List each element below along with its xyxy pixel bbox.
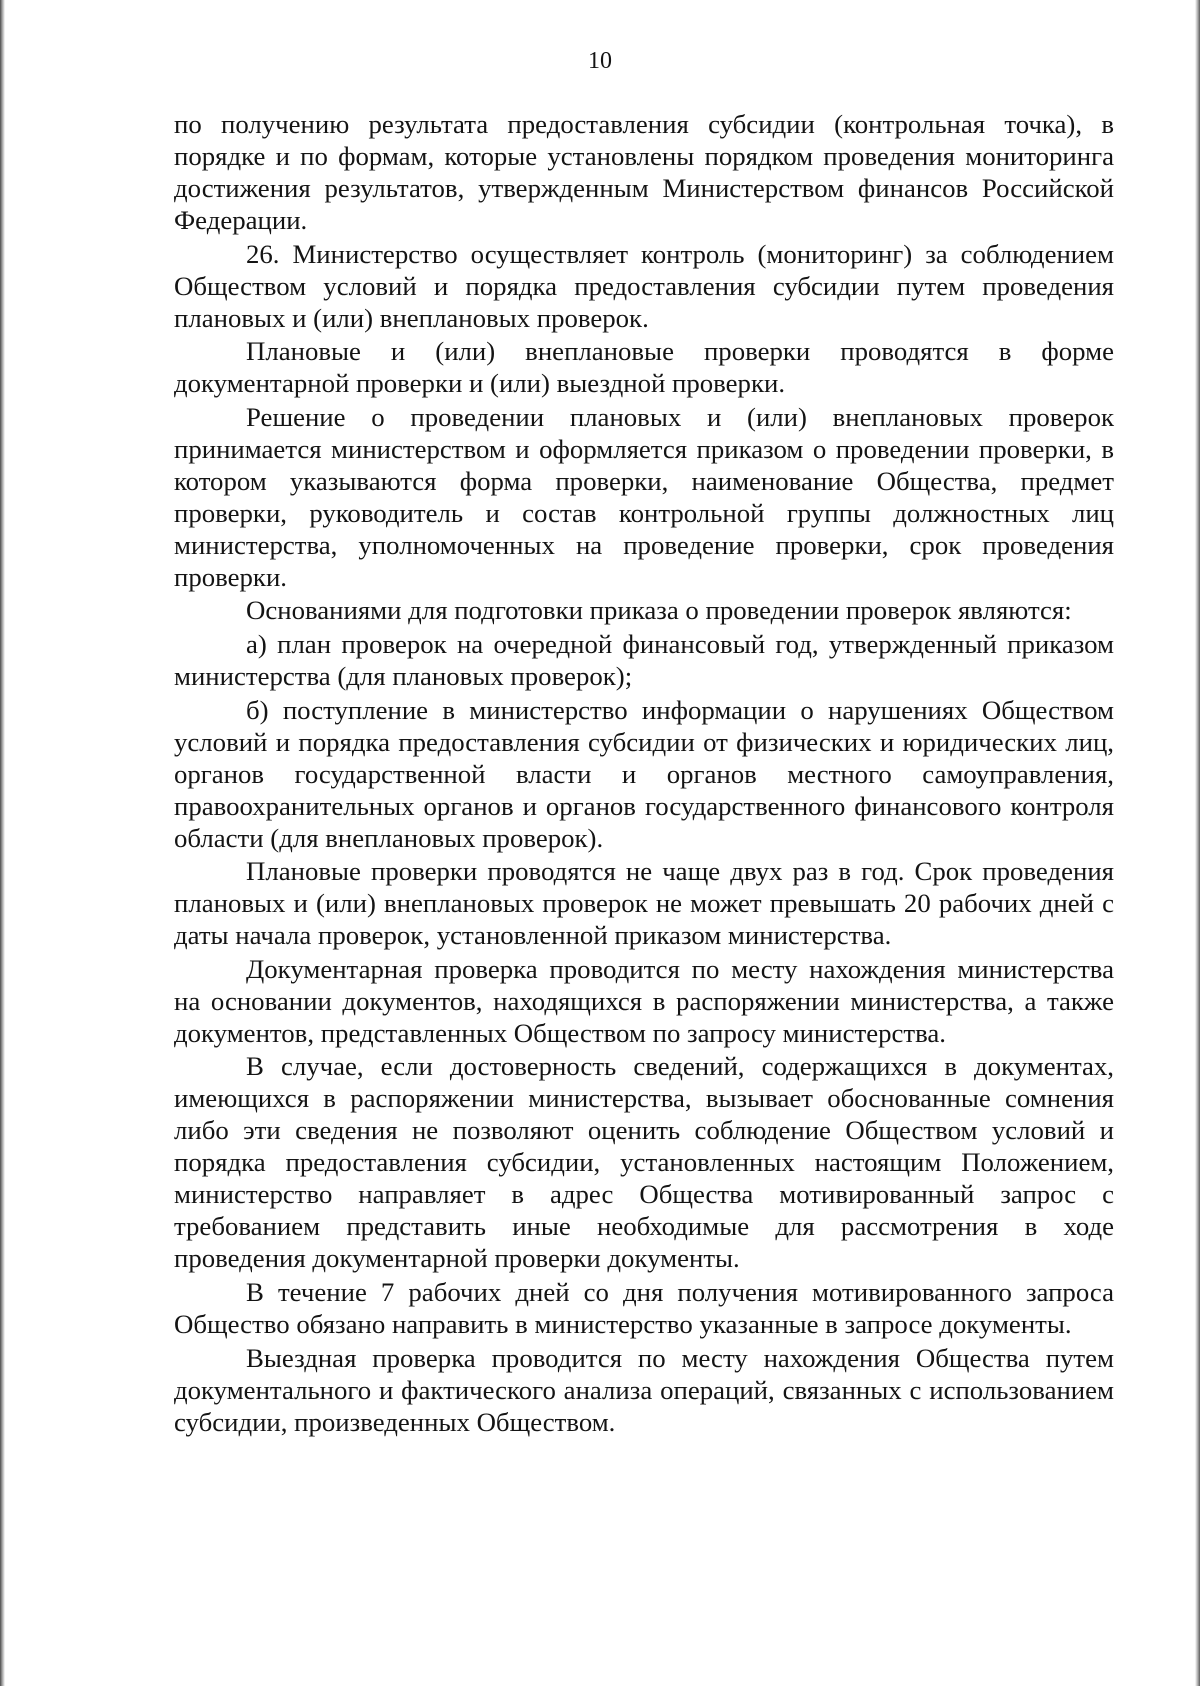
paragraph-10: В случае, если достоверность сведений, содержащихся в документах, имеющихся в распоряжении министерства, вызывает обоснованные сомнения либо эти сведения не позволяют оценить соблюдение Обществом условий и порядка предоставления субсидии, установленных настоящим Положением, министерство направляет в адрес Общества мотивированный запрос с требованием представить иные необходимые для рассмотрения в ходе проведения документарной проверки документы.: [174, 1051, 1114, 1274]
paragraph-12: Выездная проверка проводится по месту нахождения Общества путем документального и фактического анализа операций, связанных с использованием субсидии, произведенных Обществом.: [174, 1342, 1114, 1437]
paragraph-6: а) план проверок на очередной финансовый год, утвержденный приказом министерства (для плановых проверок);: [174, 628, 1114, 691]
paragraph-8: Плановые проверки проводятся не чаще двух раз в год. Срок проведения плановых и (или) внеплановых проверок не может превышать 20 рабочих дней с даты начала проверок, установленной приказом министерства.: [174, 856, 1114, 951]
paragraph-2: 26. Министерство осуществляет контроль (мониторинг) за соблюдением Обществом условий и порядка предоставления субсидии путем проведения плановых и (или) внеплановых проверок.: [174, 238, 1114, 333]
scan-edge-left: [0, 0, 5, 1686]
paragraph-1: по получению результата предоставления субсидии (контрольная точка), в порядке и по формам, которые установлены порядком проведения мониторинга достижения результатов, утвержденным Министерством финансов Российской Федерации.: [174, 109, 1114, 235]
paragraph-11: В течение 7 рабочих дней со дня получения мотивированного запроса Общество обязано направить в министерство указанные в запросе документы.: [174, 1276, 1114, 1339]
document-body: [174, 108, 1114, 1438]
scan-edge-right: [1195, 0, 1200, 1686]
page-number: 10: [588, 48, 612, 74]
paragraph-5: Основаниями для подготовки приказа о проведении проверок являются:: [246, 595, 1072, 626]
paragraph-4: Решение о проведении плановых и (или) внеплановых проверок принимается министерством и оформляется приказом о проведении проверки, в котором указываются форма проверки, наименование Общества, предмет проверки, руководитель и состав контрольной группы должностных лиц министерства, уполномоченных на проведение проверки, срок проведения проверки.: [174, 401, 1114, 592]
paragraph-7: б) поступление в министерство информации о нарушениях Обществом условий и порядка предоставления субсидии от физических и юридических лиц, органов государственной власти и органов местного самоуправления, правоохранительных органов и органов государственного финансового контроля области (для внеплановых проверок).: [174, 694, 1114, 853]
paragraph-3: Плановые и (или) внеплановые проверки проводятся в форме документарной проверки и (или) выездной проверки.: [174, 336, 1114, 399]
paragraph-9: Документарная проверка проводится по месту нахождения министерства на основании документов, находящихся в распоряжении министерства, а также документов, представленных Обществом по запросу министерства.: [174, 953, 1114, 1048]
